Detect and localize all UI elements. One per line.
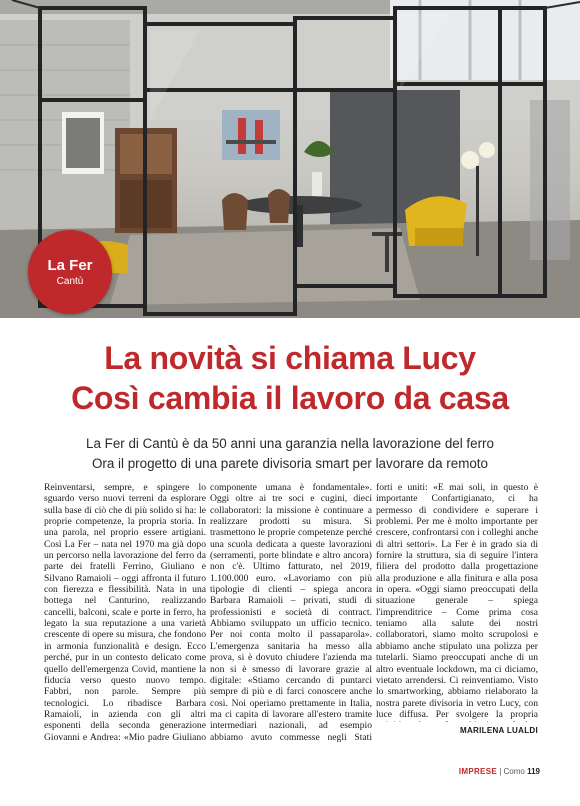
subheadline-line-2: Ora il progetto di una parete divisoria smart per lavorare da remoto (92, 456, 488, 471)
author-byline: MARILENA LUALDI (460, 726, 538, 735)
body-column-2 (210, 482, 372, 744)
headline-line-2: Così cambia il lavoro da casa (71, 380, 509, 416)
company-badge (28, 230, 112, 314)
headline-line-1: La novità si chiama Lucy (104, 340, 476, 376)
footer-place: Como (503, 767, 525, 776)
body-column-3 (376, 482, 538, 722)
body-text: forti e uniti: «E mai soli, in questo è importante Confartigianato, ci ha permesso di condividere e superare i problemi. Per me è molto importante per crescere, confrontarsi con i colleghi anche di altri settori». La Fer è in grado sia di fornire la struttura, sia di seguire l'intera filiera del prodotto dalla progettazione alla produzione e alla finitura e alla posa in opera. «Oggi siamo preoccupati della situazione generale – spiega l'imprenditrice – Come prima cosa teniamo alla salute dei nostri collaboratori, siamo molto scrupolosi e abbiamo anche stipulato una polizza per tutelarli. Siamo preoccupati anche di un altro eventuale lockdown, ma ci diciamo, vietato arrendersi. Ci reinventiamo. Visto lo smartworking, abbiamo rielaborato la nostra parete divisoria in vetro Lucy, con luce diffusa. Per svolgere la propria (376, 482, 538, 720)
footer-separator: | (499, 767, 502, 776)
page-footer (459, 767, 540, 776)
subheadline-line-1: La Fer di Cantù è da 50 anni una garanzia nella lavorazione del ferro (86, 436, 494, 451)
page-number: 119 (527, 767, 540, 776)
badge-title: La Fer (47, 257, 93, 274)
body-column-1 (44, 482, 206, 744)
badge-subtitle: Cantù (56, 276, 84, 287)
footer-section: IMPRESE (458, 767, 497, 776)
body-text: Reinventarsi, sempre, e spingere lo sguardo verso nuovi terreni da esplorare sulla base di ciò che di più solido si ha: le proprie competenze, la propria storia. In una parola, nel proprio essere artigiani. Così La Fer – nata nel 1970 ma già dopo un percorso nella lavorazione del ferro da parte dei fratelli Ferrino, Giuliano e Silvano Ramaioli – oggi affronta il futuro con fierezza e flessibilità. Nata in una bottega nel Canturino, realizzando cancelli, balconi, scale e porte in ferro, ha legato la sua reputazione a una varietà crescente di opere su misura, che fondono in armonia funzionalità e design. Ecco perché, pur in un contesto delicato come quello dell'emergenza Covid, mantiene la fiducia verso questo nuovo tempo. Fabbri, non parole. Sempre più tecnologici. Lo ribadisce Barbara Ramaioli, in azienda con gli altri esponenti della seconda generazione Giovanni e Andrea: «Mio padre Giuliano (44, 482, 206, 743)
body-text: componente umana è fondamentale». Oggi oltre ai tre soci e cugini, dieci collaboratori: la missione è continuare a realizzare prodotti su misura. Si trasmettono le proprie competenze perché una scuola dedicata a queste lavorazioni (serramenti, porte blindate e altro ancora) non c'è. Ultimo fatturato, nel 2019, 1.100.000 euro. «Lavoriamo con più tipologie di clienti – spiega ancora Barbara Ramaioli – privati, studi di professionisti e società di contract. Abbiamo sviluppato un ufficio tecnico. Per noi conta molto il passaparola». L'emergenza sanitaria ha messo alla prova, si è dovuto chiudere l'azienda ma non si è smesso di lavorare grazie al digitale: «Stiamo cercando di puntarci sempre di più e di farci conoscere anche così. Noi operiamo prettamente in Italia, ma ci capita di lavorare all'estero tramite intermediari nazionali, ad esempio abbiamo avuto commesse negli Stati (210, 482, 372, 743)
